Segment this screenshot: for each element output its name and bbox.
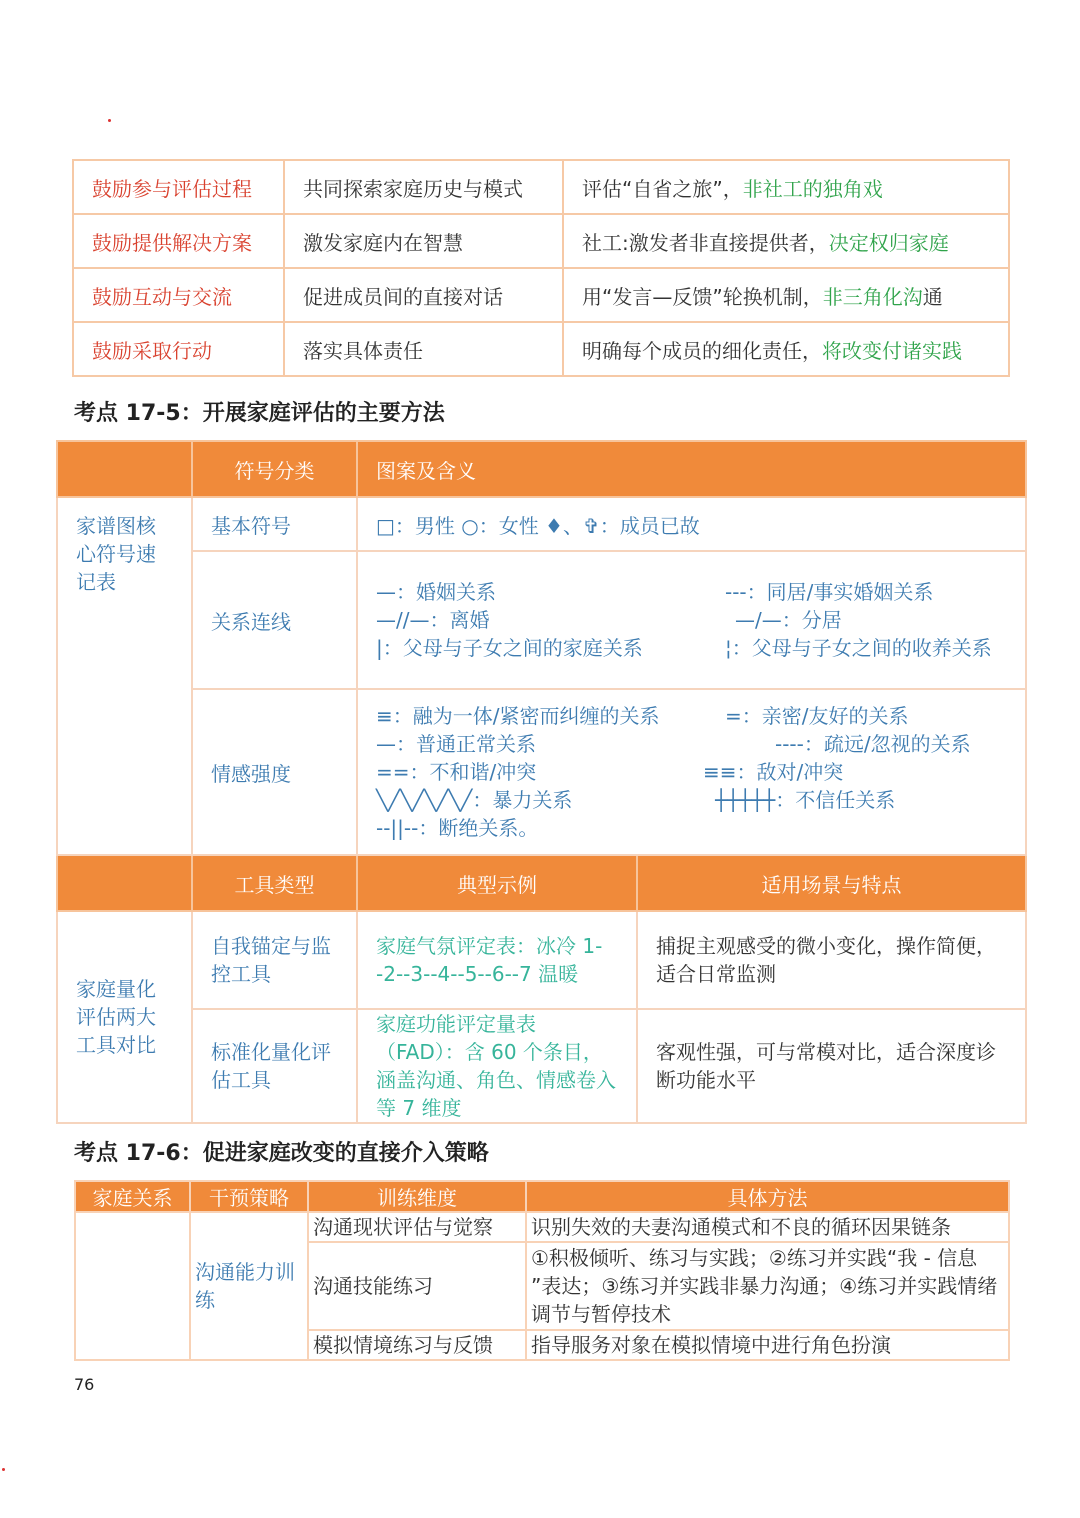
table-cell: 自我锚定与监控工具 [192,911,357,1009]
table-row [57,911,1026,1009]
symbol-text: ----：疏远/忽视的关系 [775,732,971,756]
table-cell [563,160,1009,214]
table-cell: 识别失效的夫妻沟通模式和不良的循环因果链条 [526,1212,1009,1242]
category-cell: 家谱图核心符号速记表 [57,497,192,855]
table-cell: 关系连线 [192,551,357,689]
table-cell [75,1212,190,1360]
table-header-row [75,1181,1009,1212]
symbol-line [376,758,1007,786]
symbol-text: —：普通正常关系 [376,732,536,756]
table-header-row [57,441,1026,497]
symbol-text: --||--：断绝关系。 [376,816,539,840]
table-row [57,1009,1026,1123]
symbol-text: ¦：父母与子女之间的收养关系 [725,636,992,660]
table-cell: ①积极倾听、练习与实践；②练习并实践“我 - 信息 ”表达；③练习并实践非暴力沟通；④练习并实践情绪调节与暂停技术 [526,1242,1009,1330]
table-cell: 共同探索家庭历史与模式 [284,160,563,214]
table-cell: 情感强度 [192,689,357,855]
table-header-row [57,855,1026,911]
symbol-text: ≡≡：敌对/冲突 [703,760,844,784]
table-cell: 鼓励参与评估过程 [73,160,284,214]
table-cell: 促进成员间的直接对话 [284,268,563,322]
table-cell: 鼓励采取行动 [73,322,284,376]
cell-text: 通 [922,284,943,309]
table-row [73,214,1009,268]
header-cell [57,855,192,911]
decorative-dot [108,119,111,122]
symbol-line [376,786,1007,814]
heading-title: 促进家庭改变的直接介入策略 [202,1141,489,1166]
symbol-text: ╲╱╲╱╲╱╲╱：暴力关系 [376,788,573,812]
cell-highlight: 决定权归家庭 [828,230,949,255]
table-row [73,268,1009,322]
table-cell [357,497,1026,551]
table-cell [357,551,1026,689]
intervention-strategy-table [74,1180,1010,1361]
encouragement-table [72,159,1010,377]
symbol-text: —：婚姻关系 [376,580,496,604]
table-row [75,1212,1009,1242]
symbol-line [376,702,1007,730]
table-cell: 标准化量化评估工具 [192,1009,357,1123]
cell-text: 用“发言—反馈”轮换机制， [582,284,823,309]
heading-number: 考点 17-6 [74,1141,181,1166]
table-row [57,497,1026,551]
table-cell: 落实具体责任 [284,322,563,376]
header-cell: 工具类型 [192,855,357,911]
symbol-line [376,578,1007,606]
table-cell: 沟通技能练习 [308,1242,526,1330]
symbol-legend: □：男性 ○：女性 ♦、✞：成员已故 [376,513,700,538]
cell-highlight: 非三角化沟 [822,284,923,309]
symbol-text: ┼┼┼┼┼：不信任关系 [715,788,896,812]
table-cell: 客观性强，可与常模对比，适合深度诊断功能水平 [637,1009,1026,1123]
symbol-text: ==：不和谐/冲突 [376,760,537,784]
table-row [73,160,1009,214]
heading-number: 考点 17-5 [74,401,181,426]
table-row [57,551,1026,689]
table-cell [563,268,1009,322]
page-number: 76 [74,1375,95,1394]
cell-text: 社工:激发者非直接提供者， [582,230,829,255]
family-assessment-table [56,440,1027,1124]
category-cell: 家庭量化评估两大工具对比 [57,911,192,1123]
heading-separator: ： [180,401,203,426]
symbol-line [376,814,1007,842]
heading-title: 开展家庭评估的主要方法 [202,401,445,426]
symbol-line [376,634,1007,662]
symbol-text: |：父母与子女之间的家庭关系 [376,636,643,660]
table-cell: 家庭气氛评定表：冰冷 1--2--3--4--5--6--7 温暖 [357,911,637,1009]
header-cell: 典型示例 [357,855,637,911]
symbol-text: —/—：分居 [735,608,842,632]
symbol-line [376,606,1007,634]
header-cell: 干预策略 [190,1181,308,1212]
header-cell [57,441,192,497]
table-cell [563,214,1009,268]
symbol-text: ≡：融为一体/紧密而纠缠的关系 [376,704,660,728]
cell-highlight: 非社工的独角戏 [742,176,883,201]
symbol-text: ---：同居/事实婚姻关系 [725,580,934,604]
table-cell [563,322,1009,376]
symbol-text: =：亲密/友好的关系 [725,704,909,728]
table-row [73,322,1009,376]
table-row [57,689,1026,855]
header-cell: 符号分类 [192,441,357,497]
heading-separator: ： [180,1141,203,1166]
table-cell [357,689,1026,855]
table-cell: 鼓励互动与交流 [73,268,284,322]
header-cell: 适用场景与特点 [637,855,1026,911]
table-cell: 捕捉主观感受的微小变化，操作简便，适合日常监测 [637,911,1026,1009]
section-heading [74,396,445,427]
table-cell: 基本符号 [192,497,357,551]
table-cell: 模拟情境练习与反馈 [308,1330,526,1360]
header-cell: 家庭关系 [75,1181,190,1212]
header-cell: 具体方法 [526,1181,1009,1212]
header-cell: 训练维度 [308,1181,526,1212]
cell-text: 评估“自省之旅”， [582,176,743,201]
table-cell: 指导服务对象在模拟情境中进行角色扮演 [526,1330,1009,1360]
symbol-line [376,730,1007,758]
table-cell: 沟通现状评估与觉察 [308,1212,526,1242]
symbol-text: —//—：离婚 [376,608,490,632]
strategy-cell: 沟通能力训练 [190,1212,308,1360]
section-heading [74,1136,489,1167]
table-cell: 激发家庭内在智慧 [284,214,563,268]
decorative-dot [2,1468,5,1471]
table-cell: 家庭功能评定量表（FAD）：含 60 个条目，涵盖沟通、角色、情感卷入等 7 维度 [357,1009,637,1123]
table-cell: 鼓励提供解决方案 [73,214,284,268]
cell-text: 明确每个成员的细化责任， [582,338,822,363]
cell-highlight: 将改变付诸实践 [822,338,962,363]
header-cell: 图案及含义 [357,441,1026,497]
